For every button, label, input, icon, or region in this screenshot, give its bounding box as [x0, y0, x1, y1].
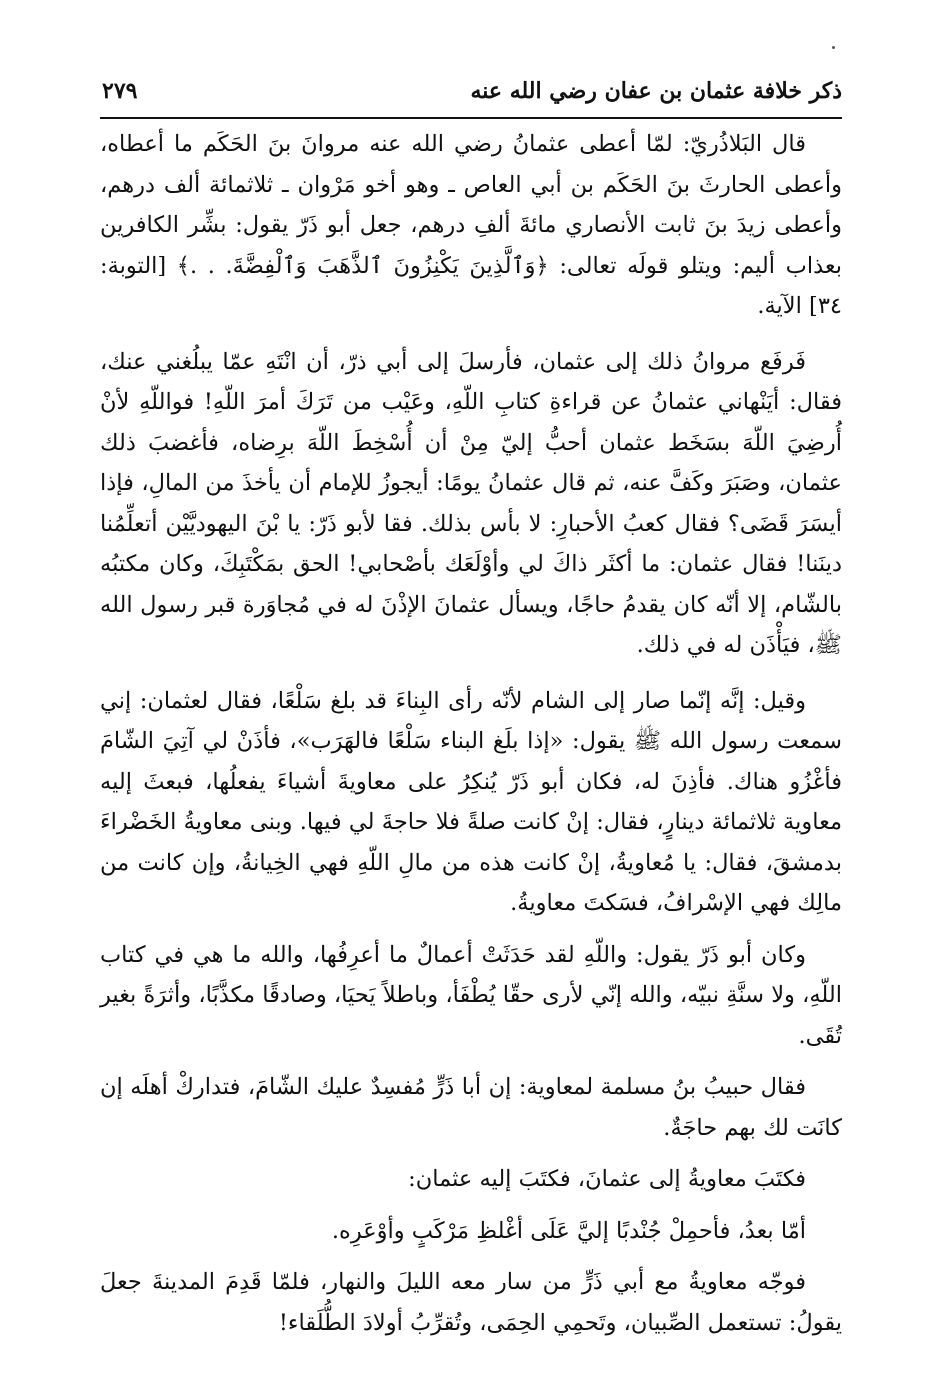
- chapter-title: ذكر خلافة عثمان بن عفان رضي الله عنه: [470, 78, 842, 104]
- scan-speck: [832, 46, 835, 49]
- header-divider: [100, 117, 842, 119]
- page-number: ٢٧٩: [102, 78, 138, 104]
- paragraph-muawiya-letter: فكتَبَ معاويةُ إلى عثمانَ، فكتَبَ إليه عثمان:: [408, 1166, 806, 1192]
- paragraph-habib: فقال حبيبُ بنُ مسلمة لمعاوية: إن أبا ذَرٍّ مُفسِدٌ عليك الشّامَ، فتداركْ أهلَه إن كانَت لك بهم حاجَةٌ.: [100, 1074, 842, 1141]
- paragraph-baladhuri: قال البَلاذُريّ: لمّا أعطى عثمانُ رضي الله عنه مروانَ بنَ الحَكَم ما أعطاه، وأعطى الحارثَ بنَ الحَكَم بن أبي العاص ـ وهو أخو مَرْوان ـ ثلاثمائة ألف درهم، وأعطى زيدَ بنَ ثابت الأنصاري مائةَ ألفِ درهم، جعل أبو ذَرّ يقول: بشِّر الكافرين بعذاب أليم: ويتلو قولَه تعالى: ﴿وَٱلَّذِينَ يَكْنِزُونَ ٱلذَّهَبَ وَٱلْفِضَّةَ. . .﴾ [التوبة: ٣٤] الآية.: [100, 131, 842, 319]
- running-header: [100, 76, 842, 116]
- paragraph-uthman-reply: أمّا بعدُ، فأحمِلْ جُنْدبًا إليَّ عَلَى أغْلظِ مَرْكَبٍ وأوْعَرِه.: [331, 1217, 806, 1244]
- paragraph-abu-dharr-saying: وكان أبو ذَرّ يقول: واللّهِ لقد حَدَثَتْ أعمالٌ ما أعرِفُها، والله ما هي في كتاب اللّهِ، ولا سنَّةِ نبيّه، والله إنّي لأرى حقّا يُطْفَأ، وباطلاً يَحيَا، وصادقًا مكذَّبًا، وأثرَةً بغير تُقَى.: [100, 941, 842, 1049]
- paragraph-medina: فوجّه معاويةُ مع أبي ذَرٍّ من سار معه الليلَ والنهار، فلمّا قَدِمَ المدينةَ جعلَ يقولُ: تستعمل الصِّبيان، وتَحمِي الحِمَى، وتُقرِّبُ أولادَ الطُّلَقاء!: [100, 1269, 842, 1336]
- paragraph-sham: وقيل: إنَّه إنّما صار إلى الشام لأنّه رأى البِناءَ قد بلغ سَلْعًا، فقال لعثمان: إني سمعت رسول الله ﷺ يقول: «إذا بلَغ البناء سَلْعًا فالهَرَب»، فأذَنْ لي آتِيَ الشّامَ فأغْزُو هناك. فأذِنَ له، فكان أبو ذَرّ يُنكِرُ على معاويةَ أشياءَ يفعلُها، فبعثَ إليه معاوية ثلاثمائة دينارٍ، فقال: إنْ كانت صلةً فلا حاجةَ لي فيها. وبنى معاويةُ الخَضْراءَ بدمشقَ، فقال: يا مُعاويةُ، إنْ كانت هذه من مالِ اللّهِ فهي الخِيانةُ، وإن كانت من مالِك فهي الإسْرافُ، فسَكتَ معاويةُ.: [100, 687, 842, 916]
- page-body: [100, 124, 842, 1343]
- paragraph-marwan: فَرفَع مروانُ ذلك إلى عثمان، فأرسلَ إلى أبي ذرّ، أن انْتَهِ عمّا يبلُغني عنك، فقال: أيَنْهاني عثمانُ عن قراءةِ كتابِ اللّهِ، وعَيْب من تَرَكَ أمرَ اللّهِ! فواللّهِ لأنْ أُرضِيَ اللّهَ بسَخَط عثمان أحبُّ إليّ مِنْ أن أُسْخِطَ اللّهَ برِضاه، فأغضبَ ذلك عثمان، وصَبَرَ وكَفَّ عنه، ثم قال عثمانُ يومًا: أيجوزُ للإمام أن يأخذَ من المالِ، فإذا أيسَرَ قَضَى؟ فقال كعبُ الأحبارِ: لا بأس بذلك. فقا لأبو ذَرّ: يا بْنَ اليهوديَّيْن أتعلِّمُنا دينَنا! فقال عثمان: ما أكثَر ذاكَ لي وأوْلَعَك بأصْحابي! الحق بمَكْتَبِكَ، وكان مكتبُه بالشّام، إلا أنّه كان يقدمُ حاجًا، ويسأل عثمانَ الإذْنَ له في مُجاوَرة قبر رسول الله ﷺ، فيَأْذَن له في ذلك.: [100, 348, 842, 658]
